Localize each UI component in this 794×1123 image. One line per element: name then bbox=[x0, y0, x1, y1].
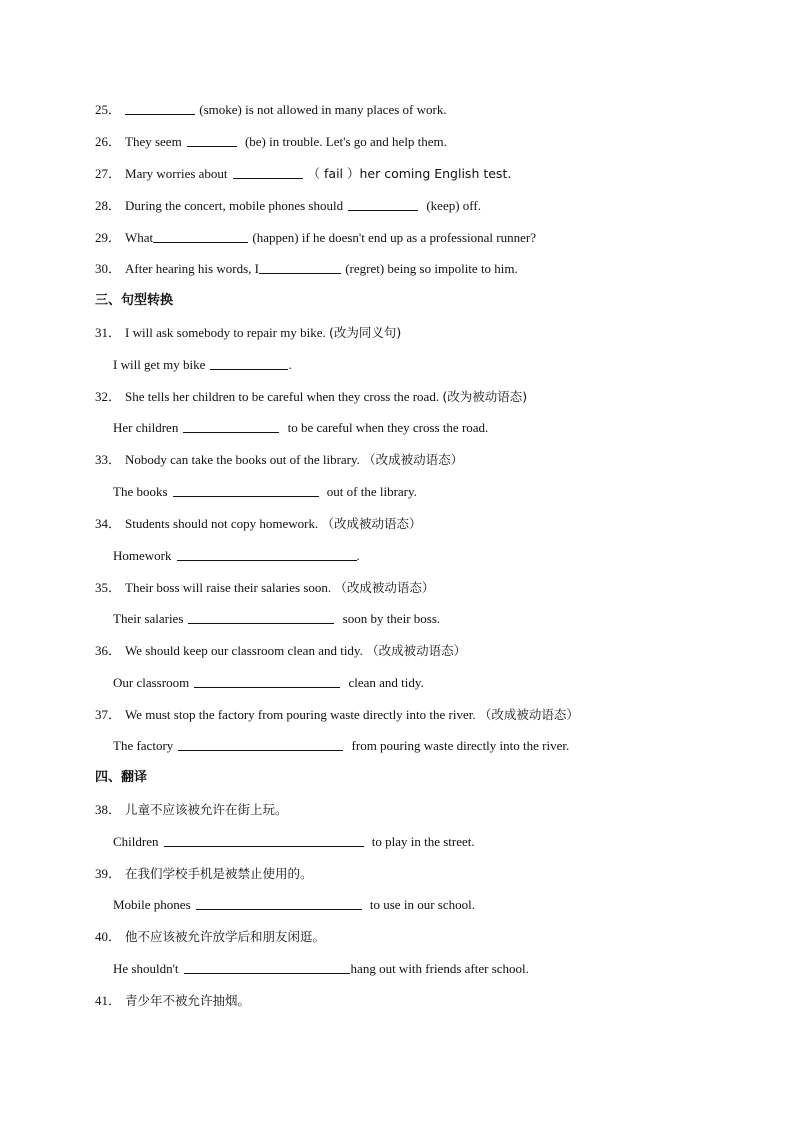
question-number: 39． bbox=[95, 866, 122, 881]
question-number: 40． bbox=[95, 929, 122, 944]
answer-prefix: He shouldn't bbox=[113, 961, 179, 976]
section-heading-translation: 四、翻译 bbox=[95, 770, 148, 785]
answer-blank[interactable] bbox=[194, 674, 340, 688]
answer-prefix: Homework bbox=[113, 548, 172, 563]
question-number: 34． bbox=[95, 516, 122, 531]
question-text: Nobody can take the books out of the library. bbox=[125, 452, 364, 467]
answer-suffix: . bbox=[288, 357, 292, 372]
question-37 bbox=[95, 705, 579, 725]
question-35 bbox=[95, 578, 434, 598]
answer-blank[interactable] bbox=[125, 101, 195, 115]
question-number: 37． bbox=[95, 707, 122, 722]
question-text: What bbox=[125, 230, 154, 245]
question-text: 儿童不应该被允许在街上玩。 bbox=[125, 802, 288, 817]
question-text: 青少年不被允许抽烟。 bbox=[125, 993, 251, 1008]
question-text: Their boss will raise their salaries soon. bbox=[125, 580, 335, 595]
question-instruction: （改成被动语态） bbox=[366, 643, 467, 658]
answer-blank[interactable] bbox=[259, 260, 341, 274]
section-heading-sentence-transformation: 三、句型转换 bbox=[95, 293, 174, 308]
question-40 bbox=[95, 927, 325, 947]
answer-40 bbox=[113, 959, 529, 979]
question-text: (smoke) is not allowed in many places of work. bbox=[196, 102, 447, 117]
question-number: 36． bbox=[95, 643, 122, 658]
question-number: 38． bbox=[95, 802, 122, 817]
question-number: 31． bbox=[95, 325, 122, 340]
question-39 bbox=[95, 864, 313, 884]
question-text: 在我们学校手机是被禁止使用的。 bbox=[125, 866, 313, 881]
question-38 bbox=[95, 800, 288, 820]
answer-suffix: clean and tidy. bbox=[345, 675, 424, 690]
answer-blank[interactable] bbox=[187, 133, 237, 147]
answer-blank[interactable] bbox=[153, 229, 248, 243]
question-number: 28． bbox=[95, 198, 122, 213]
answer-34 bbox=[113, 546, 360, 566]
question-instruction: （改成被动语态） bbox=[334, 580, 435, 595]
question-instruction: (改为同义句) bbox=[329, 325, 402, 340]
answer-prefix: Her children bbox=[113, 420, 179, 435]
answer-blank[interactable] bbox=[184, 960, 350, 974]
question-number: 32． bbox=[95, 389, 122, 404]
question-text: She tells her children to be careful when they cross the road. bbox=[125, 389, 443, 404]
question-28 bbox=[95, 196, 481, 216]
answer-suffix: soon by their boss. bbox=[339, 611, 441, 626]
question-31 bbox=[95, 323, 401, 343]
answer-32 bbox=[113, 418, 488, 438]
question-number: 30． bbox=[95, 261, 122, 276]
question-text: We should keep our classroom clean and tidy. bbox=[125, 643, 367, 658]
question-text: (regret) being so impolite to him. bbox=[341, 261, 518, 276]
question-instruction: （改成被动语态） bbox=[363, 452, 464, 467]
question-text: （ fail ）her coming English test. bbox=[307, 166, 512, 181]
answer-39 bbox=[113, 895, 475, 915]
answer-31 bbox=[113, 355, 292, 375]
answer-prefix: The books bbox=[113, 484, 168, 499]
question-text: I will ask somebody to repair my bike. bbox=[125, 325, 330, 340]
question-text: After hearing his words, I bbox=[125, 261, 259, 276]
answer-38 bbox=[113, 832, 475, 852]
question-36 bbox=[95, 641, 466, 661]
answer-33 bbox=[113, 482, 417, 502]
question-26 bbox=[95, 132, 447, 152]
question-32 bbox=[95, 387, 527, 407]
question-29 bbox=[95, 228, 536, 248]
answer-prefix: Our classroom bbox=[113, 675, 190, 690]
question-text: Mary worries about bbox=[125, 166, 228, 181]
question-41 bbox=[95, 991, 250, 1011]
answer-suffix: to play in the street. bbox=[368, 834, 475, 849]
answer-blank[interactable] bbox=[164, 833, 364, 847]
answer-blank[interactable] bbox=[177, 547, 357, 561]
answer-blank[interactable] bbox=[210, 356, 288, 370]
answer-prefix: I will get my bike bbox=[113, 357, 206, 372]
question-text: We must stop the factory from pouring waste directly into the river. bbox=[125, 707, 479, 722]
answer-blank[interactable] bbox=[188, 610, 334, 624]
answer-blank[interactable] bbox=[196, 896, 362, 910]
question-30 bbox=[95, 259, 518, 279]
question-number: 26． bbox=[95, 134, 122, 149]
answer-blank[interactable] bbox=[233, 165, 303, 179]
answer-suffix: to use in our school. bbox=[366, 897, 475, 912]
question-text: During the concert, mobile phones should bbox=[125, 198, 344, 213]
answer-prefix: Children bbox=[113, 834, 159, 849]
question-number: 33． bbox=[95, 452, 122, 467]
question-number: 25． bbox=[95, 102, 122, 117]
answer-suffix: from pouring waste directly into the river. bbox=[348, 738, 570, 753]
question-text: (keep) off. bbox=[423, 198, 481, 213]
answer-35 bbox=[113, 609, 440, 629]
answer-blank[interactable] bbox=[173, 483, 319, 497]
question-27 bbox=[95, 164, 511, 184]
question-number: 35． bbox=[95, 580, 122, 595]
answer-prefix: Mobile phones bbox=[113, 897, 191, 912]
answer-36 bbox=[113, 673, 424, 693]
question-34 bbox=[95, 514, 421, 534]
question-text: Students should not copy homework. bbox=[125, 516, 322, 531]
question-instruction: （改成被动语态） bbox=[478, 707, 579, 722]
question-instruction: （改成被动语态） bbox=[321, 516, 422, 531]
answer-suffix: . bbox=[356, 548, 360, 563]
answer-blank[interactable] bbox=[348, 197, 418, 211]
question-text: They seem bbox=[125, 134, 182, 149]
answer-suffix: hang out with friends after school. bbox=[350, 961, 529, 976]
question-number: 29． bbox=[95, 230, 122, 245]
answer-suffix: to be careful when they cross the road. bbox=[284, 420, 489, 435]
question-33 bbox=[95, 450, 463, 470]
question-number: 27． bbox=[95, 166, 122, 181]
question-number: 41． bbox=[95, 993, 122, 1008]
answer-37 bbox=[113, 736, 569, 756]
question-text: (happen) if he doesn't end up as a professional runner? bbox=[249, 230, 536, 245]
answer-prefix: The factory bbox=[113, 738, 174, 753]
answer-suffix: out of the library. bbox=[323, 484, 417, 499]
question-25 bbox=[95, 100, 447, 120]
question-text: (be) in trouble. Let's go and help them. bbox=[241, 134, 447, 149]
question-text: 他不应该被允许放学后和朋友闲逛。 bbox=[125, 929, 326, 944]
question-instruction: (改为被动语态) bbox=[442, 389, 528, 404]
answer-blank[interactable] bbox=[178, 737, 343, 751]
answer-prefix: Their salaries bbox=[113, 611, 184, 626]
answer-blank[interactable] bbox=[183, 419, 279, 433]
